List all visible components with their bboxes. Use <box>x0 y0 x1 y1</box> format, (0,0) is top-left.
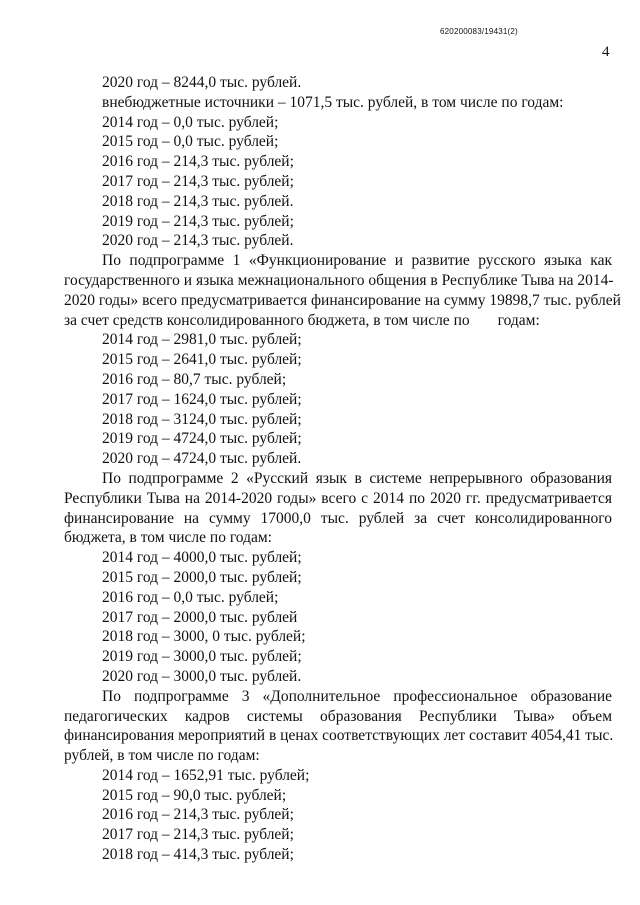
document-body <box>64 73 621 865</box>
subprogram-3-year-line: 2018 год – 414,3 тыс. рублей; <box>102 846 294 864</box>
subprogram-3-year-line: 2014 год – 1652,91 тыс. рублей; <box>102 766 310 784</box>
funding-line: 2018 год – 214,3 тыс. рублей. <box>102 192 294 210</box>
subprogram-2-year-line: 2019 год – 3000,0 тыс. рублей; <box>102 648 302 666</box>
subprogram-1-year-line: 2018 год – 3124,0 тыс. рублей; <box>102 410 302 428</box>
subprogram-2-year-line: 2017 год – 2000,0 тыс. рублей <box>102 608 298 626</box>
subprogram-1-year-line: 2017 год – 1624,0 тыс. рублей; <box>102 390 302 408</box>
subprogram-3-year-line: 2016 год – 214,3 тыс. рублей; <box>102 806 294 824</box>
subprogram-1-year-line: 2016 год – 80,7 тыс. рублей; <box>102 370 287 388</box>
subprogram-3-text-line: рублей, в том числе по годам: <box>64 747 260 765</box>
funding-line: 2015 год – 0,0 тыс. рублей; <box>102 133 279 151</box>
funding-line: 2014 год – 0,0 тыс. рублей; <box>102 113 279 131</box>
funding-line: 2020 год – 214,3 тыс. рублей. <box>102 232 294 250</box>
subprogram-1-text-part: за счет средств консолидированного бюджета, в том числе по <box>64 311 470 329</box>
subprogram-2-year-line: 2016 год – 0,0 тыс. рублей; <box>102 588 279 606</box>
subprogram-2-text-line: Республики Тыва на 2014-2020 годы» всего с 2014 по 2020 гг. предусматривается <box>64 489 612 507</box>
subprogram-2-year-line: 2020 год – 3000,0 тыс. рублей. <box>102 667 302 685</box>
subprogram-3-text-line: финансирования мероприятий в ценах соответствующих лет составит 4054,41 тыс. <box>64 727 614 745</box>
subprogram-2-text-line: По подпрограмме 2 «Русский язык в системе непрерывного образования <box>102 469 612 487</box>
subprogram-2-year-line: 2018 год – 3000, 0 тыс. рублей; <box>102 628 306 646</box>
subprogram-1-text-line: государственного и языка межнационального общения в Республике Тыва на 2014- <box>64 271 614 289</box>
document-code: 620200083/19431(2) <box>440 27 518 36</box>
subprogram-1-year-line: 2020 год – 4724,0 тыс. рублей. <box>102 450 302 468</box>
subprogram-2-text-line: финансирование на сумму 17000,0 тыс. рублей за счет консолидированного <box>64 509 612 527</box>
funding-line: внебюджетные источники – 1071,5 тыс. рублей, в том числе по годам: <box>102 93 564 111</box>
subprogram-1-year-line: 2014 год – 2981,0 тыс. рублей; <box>102 331 302 349</box>
subprogram-3-text-line: По подпрограмме 3 «Дополнительное профессиональное образование <box>102 687 612 705</box>
subprogram-1-text-line <box>64 311 612 331</box>
subprogram-1-year-line: 2019 год – 4724,0 тыс. рублей; <box>102 430 302 448</box>
subprogram-1-text-line: 2020 годы» всего предусматривается финансирование на сумму 19898,7 тыс. рублей <box>64 291 621 309</box>
subprogram-1-text-line: По подпрограмме 1 «Функционирование и развитие русского языка как <box>102 252 612 270</box>
page-number: 4 <box>602 44 610 60</box>
funding-line: 2016 год – 214,3 тыс. рублей; <box>102 153 294 171</box>
funding-line: 2017 год – 214,3 тыс. рублей; <box>102 172 294 190</box>
funding-line: 2020 год – 8244,0 тыс. рублей. <box>102 74 302 91</box>
funding-line: 2019 год – 214,3 тыс. рублей; <box>102 212 294 230</box>
subprogram-2-year-line: 2015 год – 2000,0 тыс. рублей; <box>102 568 302 586</box>
subprogram-1-text-part: годам: <box>497 311 540 329</box>
subprogram-2-text-line: бюджета, в том числе по годам: <box>64 529 272 547</box>
subprogram-2-year-line: 2014 год – 4000,0 тыс. рублей; <box>102 549 302 567</box>
subprogram-3-text-line: педагогических кадров системы образования Республики Тыва» объем <box>64 707 612 725</box>
subprogram-3-year-line: 2015 год – 90,0 тыс. рублей; <box>102 786 287 804</box>
subprogram-3-year-line: 2017 год – 214,3 тыс. рублей; <box>102 826 294 844</box>
subprogram-1-year-line: 2015 год – 2641,0 тыс. рублей; <box>102 351 302 369</box>
